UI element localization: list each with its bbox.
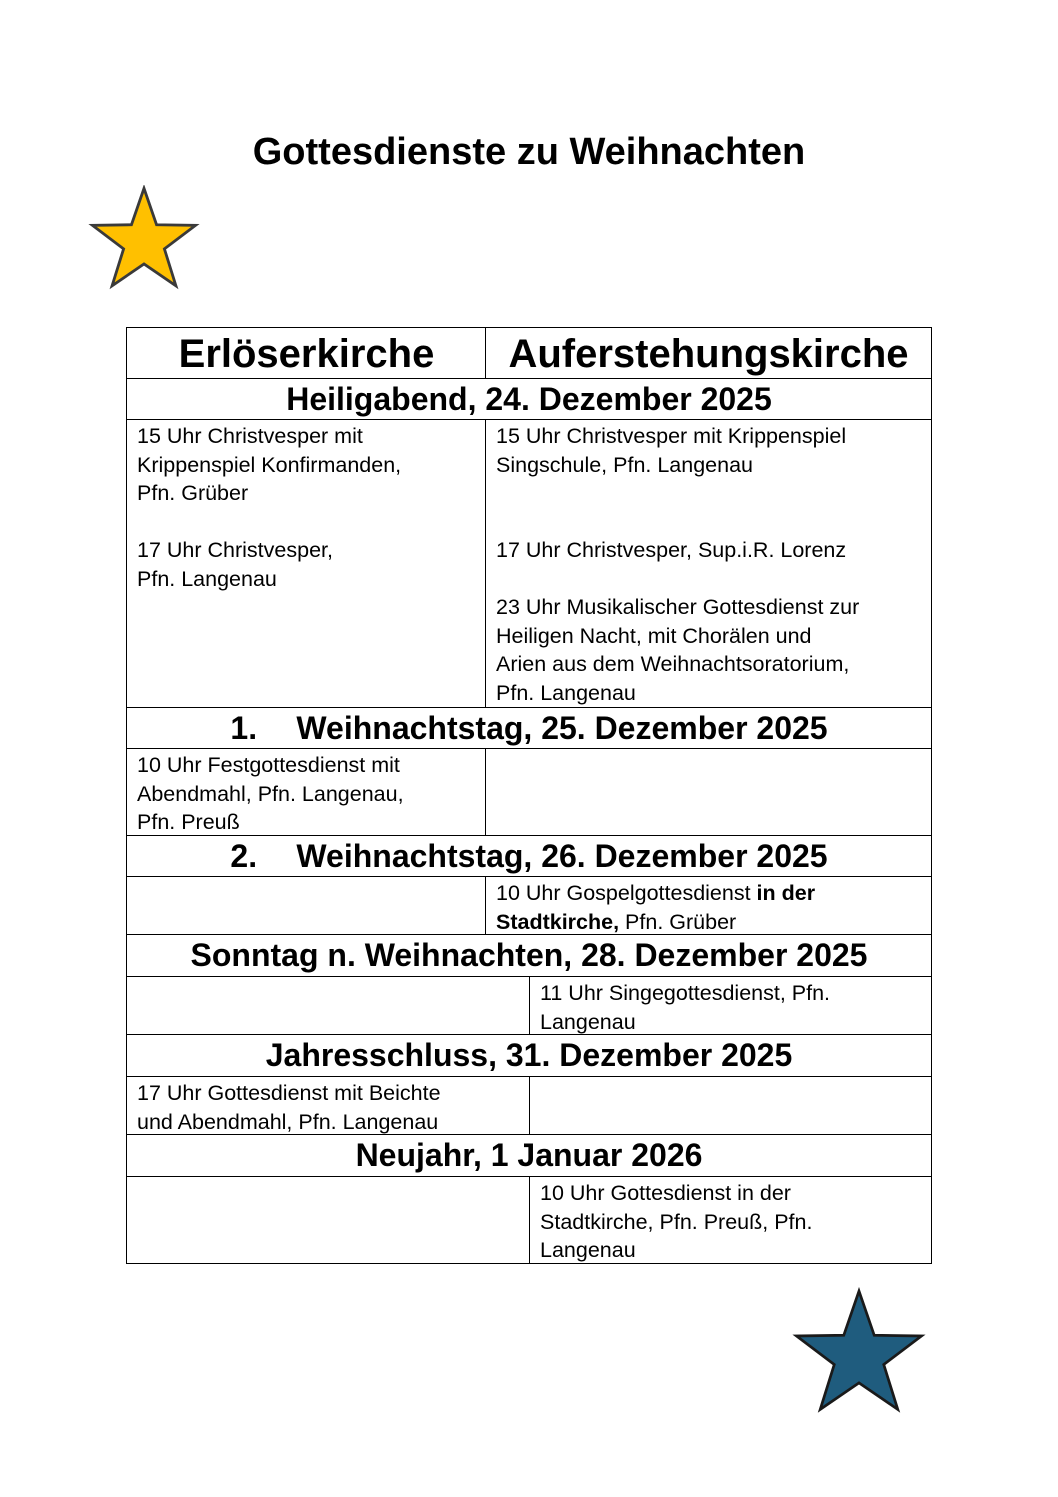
service-entry: 10 Uhr Gottesdienst in der Stadtkirche, Pfn. Preuß, Pfn. Langenau — [540, 1181, 813, 1262]
section-title: Sonntag n. Weihnachten, 28. Dezember 2025 — [126, 935, 932, 977]
service-entry: 17 Uhr Gottesdienst mit Beichte und Abendmahl, Pfn. Langenau — [137, 1081, 441, 1134]
header-row — [126, 327, 932, 379]
cell-erloeserkirche — [126, 877, 486, 935]
table-row — [126, 977, 932, 1035]
star-yellow-icon — [88, 185, 200, 297]
section-number: 1. — [230, 710, 258, 746]
section-row-weihnachtstag-2 — [126, 836, 932, 877]
cell-auferstehungskirche — [485, 420, 932, 708]
section-title: Jahresschluss, 31. Dezember 2025 — [126, 1035, 932, 1077]
service-entry: 15 Uhr Christvesper mit Krippenspiel Konfirmanden, Pfn. Grüber — [137, 424, 402, 505]
section-title — [126, 708, 932, 749]
cell-auferstehungskirche — [529, 977, 932, 1035]
cell-erloeserkirche — [126, 749, 486, 836]
cell-auferstehungskirche — [529, 1177, 932, 1264]
service-entry: 10 Uhr Festgottesdienst mit Abendmahl, Pfn. Langenau, Pfn. Preuß — [137, 753, 404, 834]
section-number: 2. — [230, 838, 258, 874]
service-entry: 23 Uhr Musikalischer Gottesdienst zur Heiligen Nacht, mit Chorälen und Arien aus dem Weihnachtsoratorium, Pfn. Langenau — [496, 595, 860, 705]
section-title — [126, 836, 932, 877]
table-row — [126, 877, 932, 935]
table-row — [126, 1077, 932, 1135]
service-entry: 10 Uhr Gospelgottesdienst in der Stadtkirche, Pfn. Grüber — [496, 881, 816, 934]
section-title: Neujahr, 1 Januar 2026 — [126, 1135, 932, 1177]
table-row — [126, 749, 932, 836]
section-row-weihnachtstag-1 — [126, 708, 932, 749]
service-entry: 17 Uhr Christvesper, Sup.i.R. Lorenz — [496, 538, 847, 562]
cell-erloeserkirche — [126, 1177, 530, 1264]
table-row — [126, 1177, 932, 1264]
section-row-neujahr — [126, 1135, 932, 1177]
service-entry: 15 Uhr Christvesper mit Krippenspiel Singschule, Pfn. Langenau — [496, 424, 847, 477]
cell-auferstehungskirche — [485, 749, 932, 836]
section-row-heiligabend — [126, 379, 932, 420]
service-entry: 17 Uhr Christvesper, Pfn. Langenau — [137, 538, 333, 591]
star-blue-icon — [790, 1287, 928, 1423]
page-title: Gottesdienste zu Weihnachten — [252, 131, 806, 173]
section-row-sonntag — [126, 935, 932, 977]
header-erloeserkirche: Erlöserkirche — [126, 327, 486, 379]
cell-auferstehungskirche — [485, 877, 932, 935]
service-entry: 11 Uhr Singegottesdienst, Pfn. Langenau — [540, 981, 831, 1034]
cell-erloeserkirche — [126, 977, 530, 1035]
section-title-text: Weihnachtstag, 26. Dezember 2025 — [296, 838, 828, 874]
cell-erloeserkirche — [126, 420, 486, 708]
table-row — [126, 420, 932, 708]
cell-erloeserkirche — [126, 1077, 530, 1135]
header-auferstehungskirche: Auferstehungskirche — [485, 327, 932, 379]
cell-auferstehungskirche — [529, 1077, 932, 1135]
section-row-jahresschluss — [126, 1035, 932, 1077]
section-title-text: Weihnachtstag, 25. Dezember 2025 — [296, 710, 828, 746]
section-title: Heiligabend, 24. Dezember 2025 — [126, 379, 932, 420]
